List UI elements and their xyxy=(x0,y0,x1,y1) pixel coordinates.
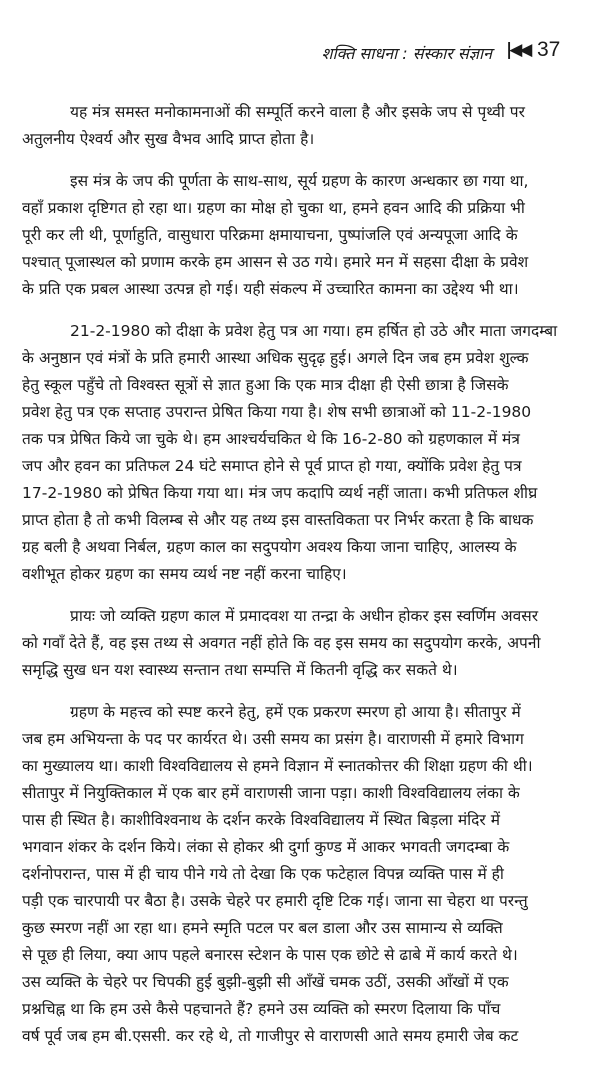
text-line: समृद्धि सुख धन यश स्वास्थ्य सन्तान तथा सम्पत्ति में कितनी वृद्धि कर सकते थे। xyxy=(22,661,458,679)
text-line: अतुलनीय ऐश्वर्य और सुख वैभव आदि प्राप्त होता है। xyxy=(22,130,315,148)
text-line: प्रवेश हेतु पत्र एक सप्ताह उपरान्त प्रेषित किया गया है। शेष सभी छात्राओं को 11-2-1980 xyxy=(22,403,532,421)
text-line: वहाँ प्रकाश दृष्टिगत हो रहा था। ग्रहण का मोक्ष हो चुका था, हमने हवन आदि की प्रक्रिया भी xyxy=(22,199,525,217)
text-line: प्रश्नचिह्न था कि हम उसे कैसे पहचानते हैं? हमने उस व्यक्ति को स्मरण दिलाया कि पाँच xyxy=(22,1000,501,1018)
text-line: 21-2-1980 को दीक्षा के प्रवेश हेतु पत्र आ गया। हम हर्षित हो उठे और माता जगदम्बा xyxy=(70,322,558,340)
text-line: का मुख्यालय था। काशी विश्वविद्यालय से हमने विज्ञान में स्नातकोत्तर की शिक्षा ग्रहण की थी। xyxy=(22,757,533,775)
text-line: के प्रति एक प्रबल आस्था उत्पन्न हो गई। यही संकल्प में उच्चारित कामना का उद्देश्य भी था। xyxy=(22,280,519,298)
page-number: 37 xyxy=(537,38,561,61)
text-line: दर्शनोपरान्त, पास में ही चाय पीने गये तो देखा कि एक फटेहाल विपन्न व्यक्ति पास में ही xyxy=(22,865,504,883)
paragraph xyxy=(22,699,533,1050)
text-line: जब हम अभियन्ता के पद पर कार्यरत थे। उसी समय का प्रसंग है। वाराणसी में हमारे विभाग xyxy=(22,730,524,748)
text-line: हेतु स्कूल पहुँचे तो विश्वस्त सूत्रों से ज्ञात हुआ कि एक मात्र दीक्षा ही ऐसी छात्रा है जिसके xyxy=(22,376,509,394)
text-line: कुछ स्मरण नहीं आ रहा था। हमने स्मृति पटल पर बल डाला और उस सामान्य से व्यक्ति xyxy=(22,919,503,937)
text-line: के अनुष्ठान एवं मंत्रों के प्रति हमारी आस्था अधिक सुदृढ़ हुई। अगले दिन जब हम प्रवेश शुल्क xyxy=(22,349,529,367)
text-line: वर्ष पूर्व जब हम बी.एससी. कर रहे थे, तो गाजीपुर से वाराणसी आते समय हमारी जेब कट xyxy=(22,1027,519,1045)
text-line: पूरी कर ली थी, पूर्णाहुति, वासुधारा परिक्रमा क्षमायाचना, पुष्पांजलि एवं अन्यपूजा आदि के xyxy=(22,226,518,244)
text-line: उस व्यक्ति के चेहरे पर चिपकी हुई बुझी-बुझी सी आँखें चमक उठीं, उसकी आँखों में एक xyxy=(22,973,509,991)
text-line: प्राप्त होता है तो कभी विलम्ब से और यह तथ्य इस वास्तविकता पर निर्भर करता है कि बाधक xyxy=(22,511,534,529)
text-line: ग्रहण के महत्त्व को स्पष्ट करने हेतु, हमें एक प्रकरण स्मरण हो आया है। सीतापुर में xyxy=(70,703,521,721)
text-line: को गवाँ देते हैं, वह इस तथ्य से अवगत नहीं होते कि वह इस समय का सदुपयोग करके, अपनी xyxy=(22,634,541,652)
text-line: से पूछ ही लिया, क्या आप पहले बनारस स्टेशन के पास एक छोटे से ढाबे में कार्य करते थे। xyxy=(22,946,518,964)
page-body xyxy=(22,99,558,1065)
text-line: पड़ी एक चारपायी पर बैठा है। उसके चेहरे पर हमारी दृष्टि टिक गई। जाना सा चेहरा था परन्तु xyxy=(22,892,528,910)
paragraph xyxy=(22,99,525,153)
text-line: पश्चात् पूजास्थल को प्रणाम करके हम आसन से उठ गये। हमारे मन में सहसा दीक्षा के प्रवेश xyxy=(22,253,529,271)
text-line: वशीभूत होकर ग्रहण का समय व्यर्थ नष्ट नहीं करना चाहिए। xyxy=(22,565,347,583)
page-marker-icon: |◀◀ xyxy=(506,40,530,60)
text-line: पास ही स्थित है। काशीविश्वनाथ के दर्शन करके विश्वविद्यालय में स्थित बिड़ला मंदिर में xyxy=(22,811,500,829)
paragraph xyxy=(22,168,529,303)
text-line: ग्रह बली है अथवा निर्बल, ग्रहण काल का सदुपयोग अवश्य किया जाना चाहिए, आलस्य के xyxy=(22,538,517,556)
text-line: इस मंत्र के जप की पूर्णता के साथ-साथ, सूर्य ग्रहण के कारण अन्धकार छा गया था, xyxy=(70,172,529,190)
running-title: शक्ति साधना : संस्कार संज्ञान xyxy=(321,44,492,63)
text-line: 17-2-1980 को प्रेषित किया गया था। मंत्र जप कदापि व्यर्थ नहीं जाता। कभी प्रतिफल शीघ्र xyxy=(22,484,538,502)
paragraph xyxy=(22,318,558,588)
text-line: यह मंत्र समस्त मनोकामनाओं की सम्पूर्ति करने वाला है और इसके जप से पृथ्वी पर xyxy=(70,103,525,121)
text-line: तक पत्र प्रेषित किये जा चुके थे। हम आश्चर्यचकित थे कि 16-2-80 को ग्रहणकाल में मंत्र xyxy=(22,430,520,448)
text-line: भगवान शंकर के दर्शन किये। लंका से होकर श्री दुर्गा कुण्ड में आकर भगवती जगदम्बा के xyxy=(22,838,510,856)
paragraph xyxy=(22,603,541,684)
text-line: जप और हवन का प्रतिफल 24 घंटे समाप्त होने से पूर्व प्राप्त हो गया, क्योंकि प्रवेश हेतु पत्र xyxy=(22,457,522,475)
text-line: सीतापुर में नियुक्तिकाल में एक बार हमें वाराणसी जाना पड़ा। काशी विश्वविद्यालय लंका के xyxy=(22,784,520,802)
text-line: प्रायः जो व्यक्ति ग्रहण काल में प्रमादवश या तन्द्रा के अधीन होकर इस स्वर्णिम अवसर xyxy=(70,607,539,625)
